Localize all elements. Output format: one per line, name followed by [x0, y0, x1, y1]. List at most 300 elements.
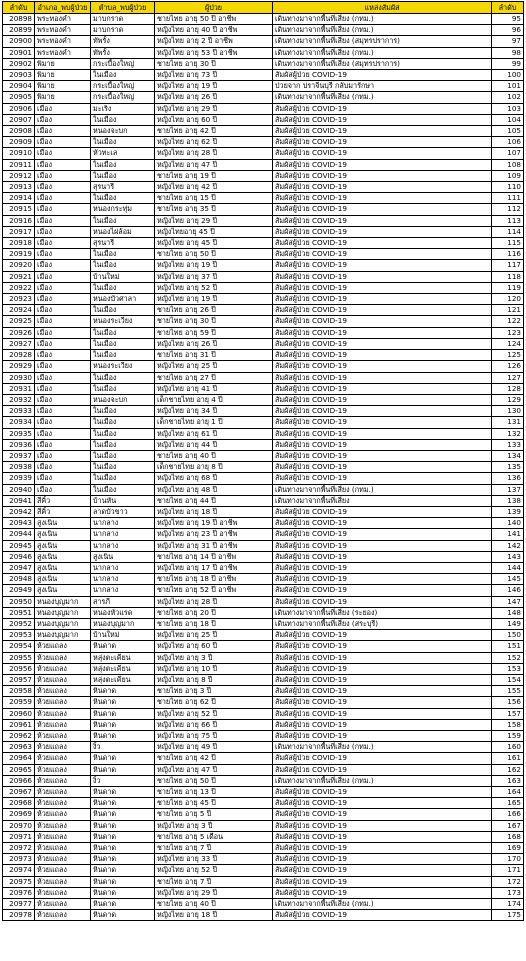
subdistrict-cell: นากลาง — [91, 518, 155, 529]
exposure-source-cell: เดินทางมาจากพื้นที่เสี่ยง (กทม.) — [273, 775, 492, 786]
sequence-cell: 109 — [492, 170, 524, 181]
sequence-cell: 175 — [492, 910, 524, 921]
district-cell: ห้วยแถลง — [35, 652, 91, 663]
patient-cell: ชายไทย อายุ 3 ปี — [155, 686, 273, 697]
subdistrict-cell: หินดาด — [91, 854, 155, 865]
table-row — [3, 316, 524, 327]
subdistrict-cell: นากลาง — [91, 574, 155, 585]
exposure-source-cell: สัมผัสผู้ป่วย COVID-19 — [273, 126, 492, 137]
patient-cell: หญิงไทย อายุ 3 ปี — [155, 820, 273, 831]
subdistrict-cell: สุรนารี — [91, 238, 155, 249]
case-number-cell: 20946 — [3, 551, 35, 562]
case-number-cell: 20963 — [3, 742, 35, 753]
district-cell: เมือง — [35, 182, 91, 193]
patient-cell: ชายไทย อายุ 13 ปี — [155, 787, 273, 798]
district-cell: เมือง — [35, 417, 91, 428]
district-cell: เมือง — [35, 193, 91, 204]
sequence-cell: 100 — [492, 70, 524, 81]
exposure-source-cell: สัมผัสผู้ป่วย COVID-19 — [273, 596, 492, 607]
patient-cell: ชายไทย อายุ 30 ปี — [155, 316, 273, 327]
subdistrict-cell: งิ้ว — [91, 775, 155, 786]
table-row — [3, 495, 524, 506]
case-number-cell: 20901 — [3, 47, 35, 58]
sequence-cell: 146 — [492, 585, 524, 596]
case-number-cell: 20908 — [3, 126, 35, 137]
case-number-cell: 20927 — [3, 338, 35, 349]
subdistrict-cell: ในเมือง — [91, 484, 155, 495]
district-cell: เมือง — [35, 170, 91, 181]
patient-cell: เด็กชายไทย อายุ 8 ปี — [155, 462, 273, 473]
patient-cell: หญิงไทยอายุ 45 ปี — [155, 226, 273, 237]
district-cell: เมือง — [35, 238, 91, 249]
exposure-source-cell: สัมผัสผู้ป่วย COVID-19 — [273, 551, 492, 562]
subdistrict-cell: หนองระเวียง — [91, 361, 155, 372]
district-cell: เมือง — [35, 114, 91, 125]
case-number-cell: 20952 — [3, 618, 35, 629]
subdistrict-cell: บ้านใหม่ — [91, 630, 155, 641]
district-cell: ห้วยแถลง — [35, 731, 91, 742]
exposure-source-cell: สัมผัสผู้ป่วย COVID-19 — [273, 103, 492, 114]
case-number-cell: 20957 — [3, 674, 35, 685]
table-row — [3, 686, 524, 697]
patient-cell: หญิงไทย อายุ 47 ปี — [155, 159, 273, 170]
district-cell: ห้วยแถลง — [35, 809, 91, 820]
exposure-source-cell: สัมผัสผู้ป่วย COVID-19 — [273, 731, 492, 742]
subdistrict-cell: บ้านหัน — [91, 495, 155, 506]
subdistrict-cell: หินดาด — [91, 910, 155, 921]
table-row — [3, 742, 524, 753]
district-cell: พระทองคำ — [35, 36, 91, 47]
case-number-cell: 20954 — [3, 641, 35, 652]
case-number-cell: 20970 — [3, 820, 35, 831]
district-cell: พิมาย — [35, 58, 91, 69]
patient-cell: หญิงไทย อายุ 26 ปี — [155, 338, 273, 349]
case-number-cell: 20943 — [3, 518, 35, 529]
district-cell: ห้วยแถลง — [35, 876, 91, 887]
case-number-cell: 20971 — [3, 831, 35, 842]
table-row — [3, 182, 524, 193]
district-cell: ห้วยแถลง — [35, 899, 91, 910]
district-cell: เมือง — [35, 361, 91, 372]
sequence-cell: 105 — [492, 126, 524, 137]
district-cell: เมือง — [35, 249, 91, 260]
subdistrict-cell: หินดาด — [91, 887, 155, 898]
subdistrict-cell: หินดาด — [91, 753, 155, 764]
sequence-cell: 110 — [492, 182, 524, 193]
exposure-source-cell: สัมผัสผู้ป่วย COVID-19 — [273, 753, 492, 764]
table-row — [3, 831, 524, 842]
patient-cell: เด็กชายไทย อายุ 4 ปี — [155, 394, 273, 405]
district-cell: สีคิ้ว — [35, 506, 91, 517]
subdistrict-cell: หินดาด — [91, 708, 155, 719]
sequence-cell: 148 — [492, 607, 524, 618]
subdistrict-cell: นากลาง — [91, 540, 155, 551]
district-cell: เมือง — [35, 327, 91, 338]
case-number-cell: 20898 — [3, 14, 35, 25]
table-row — [3, 596, 524, 607]
patient-cell: หญิงไทย อายุ 18 ปี — [155, 506, 273, 517]
case-number-cell: 20915 — [3, 204, 35, 215]
sequence-cell: 121 — [492, 305, 524, 316]
subdistrict-cell: หินดาด — [91, 820, 155, 831]
case-number-cell: 20953 — [3, 630, 35, 641]
district-cell: เมือง — [35, 394, 91, 405]
table-row — [3, 652, 524, 663]
subdistrict-cell: มะเริง — [91, 103, 155, 114]
table-row — [3, 809, 524, 820]
district-cell: สีคิ้ว — [35, 495, 91, 506]
exposure-source-cell: สัมผัสผู้ป่วย COVID-19 — [273, 562, 492, 573]
case-number-cell: 20960 — [3, 708, 35, 719]
exposure-source-cell: สัมผัสผู้ป่วย COVID-19 — [273, 282, 492, 293]
case-number-cell: 20948 — [3, 574, 35, 585]
district-cell: พิมาย — [35, 70, 91, 81]
exposure-source-cell: สัมผัสผู้ป่วย COVID-19 — [273, 473, 492, 484]
sequence-cell: 123 — [492, 327, 524, 338]
table-row — [3, 238, 524, 249]
table-row — [3, 462, 524, 473]
case-number-cell: 20907 — [3, 114, 35, 125]
sequence-cell: 113 — [492, 215, 524, 226]
district-cell: เมือง — [35, 338, 91, 349]
case-number-cell: 20912 — [3, 170, 35, 181]
exposure-source-cell: สัมผัสผู้ป่วย COVID-19 — [273, 798, 492, 809]
sequence-cell: 143 — [492, 551, 524, 562]
case-number-cell: 20978 — [3, 910, 35, 921]
subdistrict-cell: นากลาง — [91, 585, 155, 596]
patient-cell: หญิงไทย อายุ 45 ปี — [155, 238, 273, 249]
case-number-cell: 20964 — [3, 753, 35, 764]
exposure-source-cell: สัมผัสผู้ป่วย COVID-19 — [273, 663, 492, 674]
sequence-cell: 173 — [492, 887, 524, 898]
case-table — [2, 1, 524, 921]
district-cell: เมือง — [35, 294, 91, 305]
exposure-source-cell: สัมผัสผู้ป่วย COVID-19 — [273, 764, 492, 775]
table-row — [3, 249, 524, 260]
patient-cell: หญิงไทย อายุ 68 ปี — [155, 473, 273, 484]
district-cell: เมือง — [35, 439, 91, 450]
sequence-cell: 103 — [492, 103, 524, 114]
exposure-source-cell: สัมผัสผู้ป่วย COVID-19 — [273, 406, 492, 417]
sequence-cell: 126 — [492, 361, 524, 372]
exposure-source-cell: สัมผัสผู้ป่วย COVID-19 — [273, 831, 492, 842]
exposure-source-cell: สัมผัสผู้ป่วย COVID-19 — [273, 137, 492, 148]
table-row — [3, 148, 524, 159]
sequence-cell: 164 — [492, 787, 524, 798]
patient-cell: ชายไทย อายุ 45 ปี — [155, 798, 273, 809]
case-number-cell: 20951 — [3, 607, 35, 618]
sequence-cell: 131 — [492, 417, 524, 428]
case-number-cell: 20950 — [3, 596, 35, 607]
case-number-cell: 20920 — [3, 260, 35, 271]
sequence-cell: 141 — [492, 529, 524, 540]
district-cell: เมือง — [35, 159, 91, 170]
subdistrict-cell: ในเมือง — [91, 260, 155, 271]
table-row — [3, 753, 524, 764]
sequence-cell: 104 — [492, 114, 524, 125]
case-number-cell: 20930 — [3, 372, 35, 383]
patient-cell: หญิงไทย อายุ 8 ปี — [155, 674, 273, 685]
patient-cell: หญิงไทย อายุ 60 ปี — [155, 114, 273, 125]
sequence-cell: 167 — [492, 820, 524, 831]
case-number-cell: 20940 — [3, 484, 35, 495]
table-row — [3, 708, 524, 719]
patient-cell: ชายไทย อายุ 7 ปี — [155, 843, 273, 854]
patient-cell: หญิงไทย อายุ 33 ปี — [155, 854, 273, 865]
sequence-cell: 96 — [492, 25, 524, 36]
sequence-cell: 172 — [492, 876, 524, 887]
sequence-cell: 107 — [492, 148, 524, 159]
exposure-source-cell: สัมผัสผู้ป่วย COVID-19 — [273, 361, 492, 372]
table-row — [3, 518, 524, 529]
district-cell: เมือง — [35, 204, 91, 215]
case-number-cell: 20904 — [3, 81, 35, 92]
subdistrict-cell: ทัพรั้ง — [91, 47, 155, 58]
district-cell: เมือง — [35, 372, 91, 383]
patient-cell: หญิงไทย อายุ 44 ปี — [155, 439, 273, 450]
table-row — [3, 204, 524, 215]
table-row — [3, 574, 524, 585]
district-cell: สูงเนิน — [35, 540, 91, 551]
table-row — [3, 226, 524, 237]
sequence-cell: 142 — [492, 540, 524, 551]
table-row — [3, 170, 524, 181]
patient-cell: เด็กชายไทย อายุ 1 ปี — [155, 417, 273, 428]
subdistrict-cell: หนองจะบก — [91, 394, 155, 405]
case-number-cell: 20911 — [3, 159, 35, 170]
district-cell: เมือง — [35, 148, 91, 159]
district-cell: เมือง — [35, 406, 91, 417]
district-cell: สูงเนิน — [35, 574, 91, 585]
table-row — [3, 215, 524, 226]
sequence-cell: 111 — [492, 193, 524, 204]
table-row — [3, 260, 524, 271]
case-number-cell: 20945 — [3, 540, 35, 551]
sequence-cell: 108 — [492, 159, 524, 170]
exposure-source-cell: สัมผัสผู้ป่วย COVID-19 — [273, 114, 492, 125]
subdistrict-cell: หินดาด — [91, 876, 155, 887]
exposure-source-cell: เดินทางมาจากพื้นที่เสี่ยง (สมุทรปราการ) — [273, 58, 492, 69]
subdistrict-cell: ในเมือง — [91, 193, 155, 204]
patient-cell: หญิงไทย อายุ 25 ปี — [155, 361, 273, 372]
subdistrict-cell: ในเมือง — [91, 114, 155, 125]
subdistrict-cell: หนองจะบก — [91, 126, 155, 137]
district-cell: ห้วยแถลง — [35, 887, 91, 898]
subdistrict-cell: หินดาด — [91, 719, 155, 730]
exposure-source-cell: สัมผัสผู้ป่วย COVID-19 — [273, 809, 492, 820]
table-row — [3, 406, 524, 417]
patient-cell: ชายไทย อายุ 5 ปี — [155, 809, 273, 820]
exposure-source-cell: เดินทางมาจากพื้นที่เสี่ยง (กทม.) — [273, 742, 492, 753]
exposure-source-cell: สัมผัสผู้ป่วย COVID-19 — [273, 585, 492, 596]
case-number-cell: 20956 — [3, 663, 35, 674]
table-row — [3, 126, 524, 137]
case-number-cell: 20939 — [3, 473, 35, 484]
exposure-source-cell: สัมผัสผู้ป่วย COVID-19 — [273, 865, 492, 876]
patient-cell: ชายไทย อายุ 14 ปี อาชีพ — [155, 551, 273, 562]
exposure-source-cell: สัมผัสผู้ป่วย COVID-19 — [273, 294, 492, 305]
case-number-cell: 20914 — [3, 193, 35, 204]
case-number-cell: 20972 — [3, 843, 35, 854]
case-number-cell: 20922 — [3, 282, 35, 293]
patient-cell: หญิงไทย อายุ 19 ปี อาชีพ — [155, 518, 273, 529]
case-number-cell: 20966 — [3, 775, 35, 786]
patient-cell: หญิงไทย อายุ 66 ปี — [155, 719, 273, 730]
district-cell: เมือง — [35, 305, 91, 316]
subdistrict-cell: หินดาด — [91, 865, 155, 876]
sequence-cell: 101 — [492, 81, 524, 92]
patient-cell: หญิงไทย อายุ 52 ปี — [155, 282, 273, 293]
subdistrict-cell: สูงเนิน — [91, 551, 155, 562]
case-number-cell: 20942 — [3, 506, 35, 517]
exposure-source-cell: ป่วยจาก ปราจีนบุรี กลับมารักษา — [273, 81, 492, 92]
case-number-cell: 20916 — [3, 215, 35, 226]
patient-cell: ชายไทย อายุ 40 ปี — [155, 450, 273, 461]
patient-cell: หญิงไทย อายุ 61 ปี — [155, 428, 273, 439]
case-number-cell: 20974 — [3, 865, 35, 876]
sequence-cell: 138 — [492, 495, 524, 506]
table-row — [3, 193, 524, 204]
sequence-cell: 156 — [492, 697, 524, 708]
sequence-cell: 145 — [492, 574, 524, 585]
sequence-cell: 124 — [492, 338, 524, 349]
table-row — [3, 854, 524, 865]
sequence-cell: 127 — [492, 372, 524, 383]
exposure-source-cell: สัมผัสผู้ป่วย COVID-19 — [273, 417, 492, 428]
exposure-source-cell: สัมผัสผู้ป่วย COVID-19 — [273, 70, 492, 81]
district-cell: เมือง — [35, 226, 91, 237]
sequence-cell: 171 — [492, 865, 524, 876]
table-row — [3, 350, 524, 361]
patient-cell: หญิงไทย อายุ 29 ปี — [155, 103, 273, 114]
case-number-cell: 20949 — [3, 585, 35, 596]
sequence-cell: 97 — [492, 36, 524, 47]
subdistrict-cell: ในเมือง — [91, 282, 155, 293]
patient-cell: หญิงไทย อายุ 19 ปี — [155, 294, 273, 305]
exposure-source-cell: เดินทางมาจากพื้นที่เสี่ยง (กทม.) — [273, 25, 492, 36]
patient-cell: หญิงไทย อายุ 19 ปี — [155, 81, 273, 92]
patient-cell: หญิงไทย อายุ 60 ปี — [155, 641, 273, 652]
patient-cell: หญิงไทย อายุ 26 ปี — [155, 92, 273, 103]
subdistrict-cell: หินดาด — [91, 831, 155, 842]
exposure-source-cell: สัมผัสผู้ป่วย COVID-19 — [273, 674, 492, 685]
sequence-cell: 133 — [492, 439, 524, 450]
district-cell: พระทองคำ — [35, 14, 91, 25]
sequence-cell: 144 — [492, 562, 524, 573]
case-number-cell: 20969 — [3, 809, 35, 820]
subdistrict-cell: หินดาด — [91, 787, 155, 798]
patient-cell: หญิงไทย อายุ 41 ปี — [155, 383, 273, 394]
table-row — [3, 294, 524, 305]
district-cell: ห้วยแถลง — [35, 641, 91, 652]
patient-cell: ชายไทย อายุ 18 ปี — [155, 618, 273, 629]
district-cell: ห้วยแถลง — [35, 697, 91, 708]
table-row — [3, 372, 524, 383]
sequence-cell: 150 — [492, 630, 524, 641]
table-row — [3, 47, 524, 58]
district-cell: เมือง — [35, 282, 91, 293]
patient-cell: หญิงไทย อายุ 10 ปี — [155, 663, 273, 674]
case-number-cell: 20968 — [3, 798, 35, 809]
case-number-cell: 20902 — [3, 58, 35, 69]
patient-cell: หญิงไทย อายุ 17 ปี อาชีพ — [155, 562, 273, 573]
sequence-cell: 136 — [492, 473, 524, 484]
patient-cell: หญิงไทย อายุ 28 ปี — [155, 148, 273, 159]
exposure-source-cell: สัมผัสผู้ป่วย COVID-19 — [273, 686, 492, 697]
exposure-source-cell: สัมผัสผู้ป่วย COVID-19 — [273, 652, 492, 663]
subdistrict-cell: ในเมือง — [91, 70, 155, 81]
district-cell: เมือง — [35, 103, 91, 114]
exposure-source-cell: สัมผัสผู้ป่วย COVID-19 — [273, 428, 492, 439]
district-cell: หนองบุญมาก — [35, 618, 91, 629]
case-number-cell: 20941 — [3, 495, 35, 506]
district-cell: ห้วยแถลง — [35, 674, 91, 685]
subdistrict-cell: บ้านใหม่ — [91, 271, 155, 282]
sequence-cell: 157 — [492, 708, 524, 719]
subdistrict-cell: ในเมือง — [91, 249, 155, 260]
patient-cell: ชายไทย อายุ 50 ปี — [155, 249, 273, 260]
patient-cell: ชายไทย อายุ 20 ปี — [155, 607, 273, 618]
table-row — [3, 282, 524, 293]
subdistrict-cell: ในเมือง — [91, 428, 155, 439]
exposure-source-cell: สัมผัสผู้ป่วย COVID-19 — [273, 854, 492, 865]
case-number-cell: 20944 — [3, 529, 35, 540]
patient-cell: หญิงไทย อายุ 52 ปี — [155, 865, 273, 876]
subdistrict-cell: สารภี — [91, 596, 155, 607]
subdistrict-cell: หินดาด — [91, 686, 155, 697]
case-number-cell: 20933 — [3, 406, 35, 417]
table-row — [3, 618, 524, 629]
table-row — [3, 92, 524, 103]
district-cell: ห้วยแถลง — [35, 686, 91, 697]
district-cell: หนองบุญมาก — [35, 630, 91, 641]
subdistrict-cell: ในเมือง — [91, 350, 155, 361]
district-cell: ห้วยแถลง — [35, 798, 91, 809]
exposure-source-cell: สัมผัสผู้ป่วย COVID-19 — [273, 383, 492, 394]
sequence-cell: 168 — [492, 831, 524, 842]
exposure-source-cell: สัมผัสผู้ป่วย COVID-19 — [273, 204, 492, 215]
subdistrict-cell: ในเมือง — [91, 473, 155, 484]
patient-cell: หญิงไทย อายุ 28 ปี — [155, 596, 273, 607]
table-row — [3, 899, 524, 910]
exposure-source-cell: สัมผัสผู้ป่วย COVID-19 — [273, 506, 492, 517]
table-row — [3, 36, 524, 47]
sequence-cell: 98 — [492, 47, 524, 58]
exposure-source-cell: สัมผัสผู้ป่วย COVID-19 — [273, 450, 492, 461]
exposure-source-cell: สัมผัสผู้ป่วย COVID-19 — [273, 327, 492, 338]
district-cell: ห้วยแถลง — [35, 775, 91, 786]
sequence-cell: 174 — [492, 899, 524, 910]
exposure-source-cell: สัมผัสผู้ป่วย COVID-19 — [273, 887, 492, 898]
district-cell: เมือง — [35, 450, 91, 461]
case-number-cell: 20973 — [3, 854, 35, 865]
table-row — [3, 428, 524, 439]
table-row — [3, 551, 524, 562]
subdistrict-cell: หินดาด — [91, 731, 155, 742]
subdistrict-cell: หนองบัวศาลา — [91, 294, 155, 305]
district-cell: เมือง — [35, 137, 91, 148]
sequence-cell: 137 — [492, 484, 524, 495]
table-row — [3, 271, 524, 282]
district-cell: เมือง — [35, 260, 91, 271]
sequence-cell: 169 — [492, 843, 524, 854]
patient-cell: ชายไทย อายุ 26 ปี — [155, 305, 273, 316]
exposure-source-cell: สัมผัสผู้ป่วย COVID-19 — [273, 170, 492, 181]
sequence-cell: 147 — [492, 596, 524, 607]
patient-cell: ชายไทย อายุ 52 ปี อาชีพ — [155, 585, 273, 596]
patient-cell: หญิงไทย อายุ 52 ปี — [155, 708, 273, 719]
table-body — [3, 14, 524, 921]
